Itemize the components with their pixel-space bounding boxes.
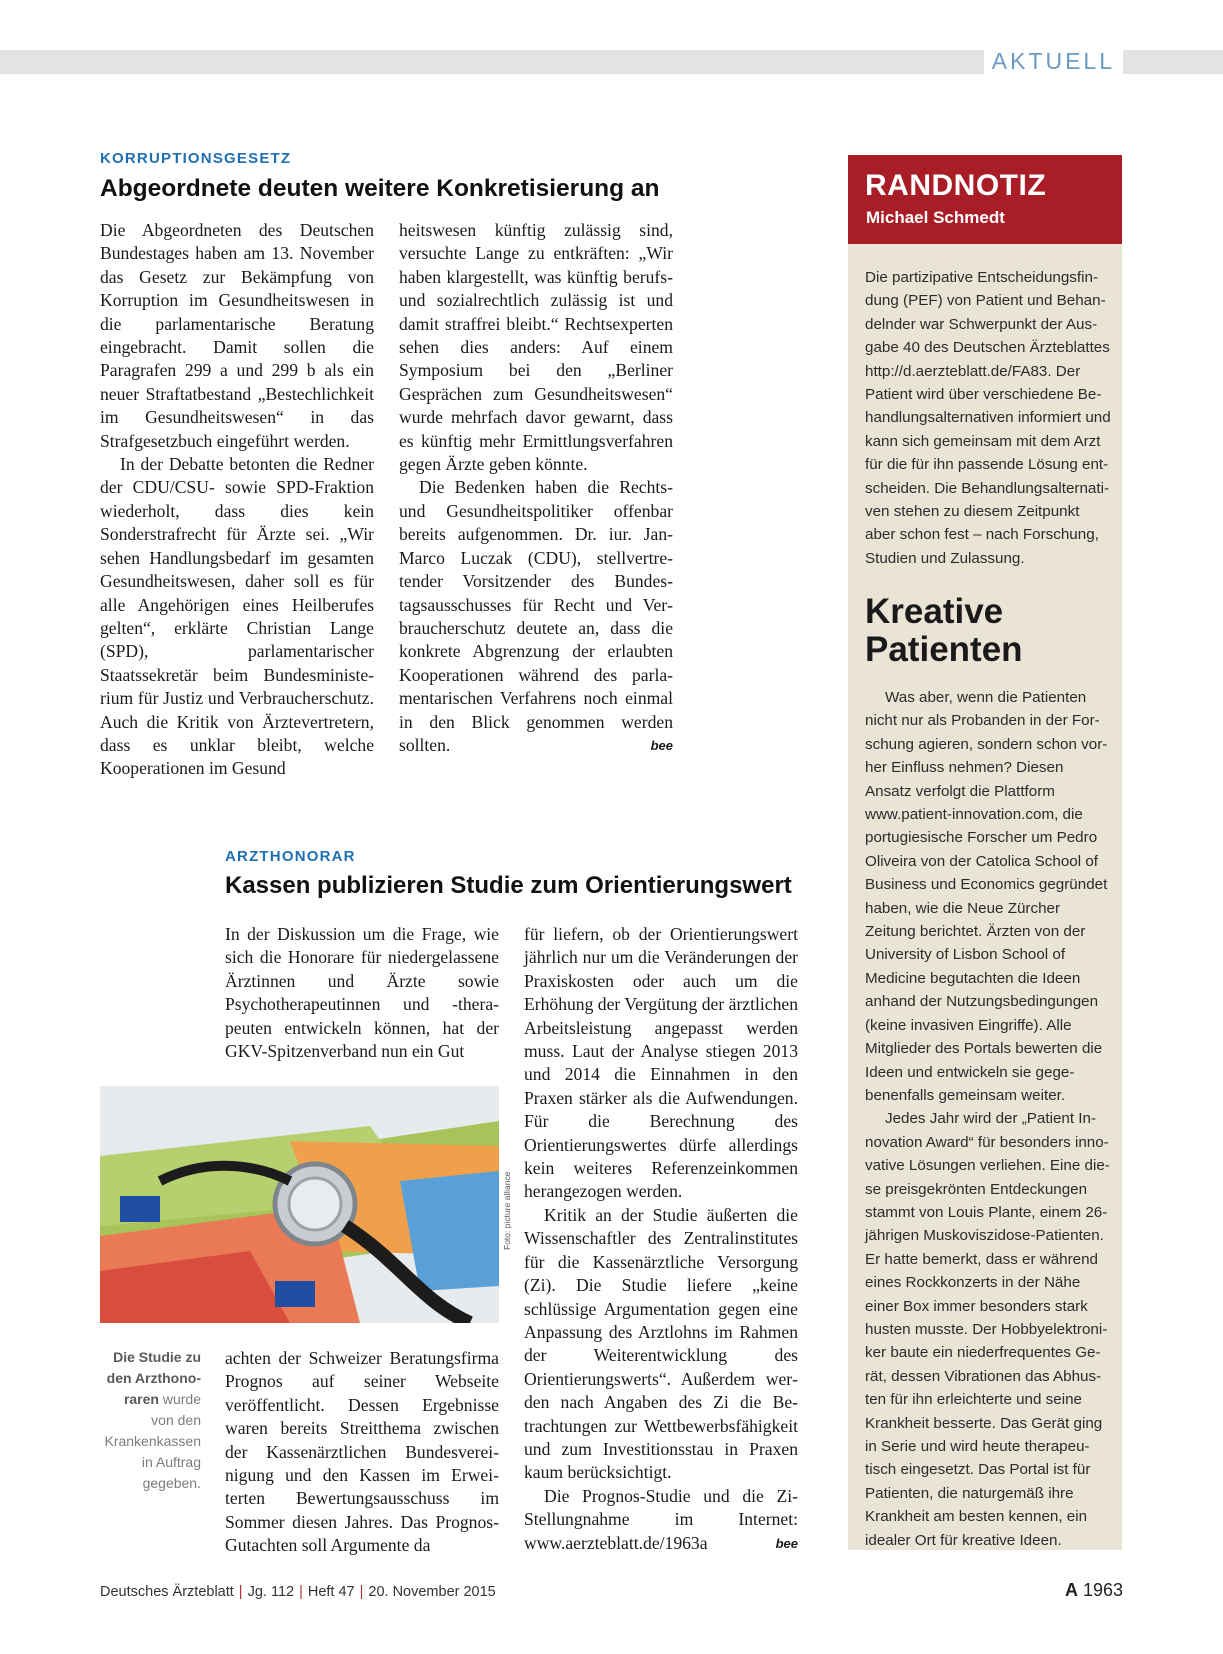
page-prefix: A [1064, 1580, 1078, 1600]
randnotiz-sidebar [848, 155, 1122, 1550]
article2-signature: bee [775, 1535, 798, 1551]
article1-headline: Abgeordnete deuten weitere Konkretisierung an [100, 175, 660, 202]
page-number-value: 1963 [1082, 1580, 1123, 1600]
article2-link-text: Die Prognos-Studie und die Zi-Stellungnahme im Internet: www.aerzteblatt.de/1963a [524, 1485, 798, 1553]
article1-paragraph [399, 476, 673, 757]
article2-paragraph: achten der Schweizer Beratungsfirma Prognos auf seiner Webseite veröffentlicht. Dessen Ergebnisse waren bereits Streitthema zwischen der Kassenärztlichen Bundesvereinigung und den Kassen im Erweiterten Bewertungsausschuss im Sommer diesen Jahres. Das Prognos-Gutachten soll Argumente da [225, 1348, 499, 1556]
randnotiz-label: RANDNOTIZ [865, 169, 1047, 202]
footer-date: 20. November 2015 [368, 1584, 496, 1600]
randnotiz-paragraph: Jedes Jahr wird der „Patient Innovation Award“ für besonders innovative Lösungen verliehen. Eine diese preisgekrönten Entdeckungen stammt von Louis Plante, einem 26-jährigen Muskoviszidose-Patienten. Er hatte bemerkt, dass er während eines Rockkonzerts in der Nähe einer Box immer besonders stark husten musste. Der Hobbyelektroniker baute ein niederfrequentes Gerät, dessen Vibrationen das Abhusten für ihn erleichterte und seine Krankheit besserte. Das Gerät ging in Serie und wird heute therapeutisch eingesetzt. Das Portal ist für Patienten, die naturgemäß ihre Krankheit am besten kennen, ein idealer Ort für kreative Ideen. [865, 1110, 1110, 1549]
article2-paragraph [524, 1485, 798, 1555]
article2-column-2 [524, 923, 798, 1555]
article2-kicker: ARZTHONORAR [225, 848, 356, 865]
randnotiz-title [865, 593, 1115, 669]
footer-issue: Heft 47 [307, 1584, 355, 1600]
article2-intro [225, 923, 499, 1063]
randnotiz-intro-text: Die partizipative Entscheidungsfindung (PEF) von Patient und Behandelnder war Schwerpunkt der Ausgabe 40 des Deutschen Ärzteblattes http://d.aerzteblatt.de/FA83. Der Patient wird über verschiedene Behandlungsalternativen informiert und kann sich gemeinsam mit dem Arzt für die für ihn passende Lösung entscheiden. Die Behandlungsalternativen stehen zu diesem Zeitpunkt aber schon fest – nach Forschung, Studien und Zulassung. [865, 269, 1111, 567]
footer-journal: Deutsches Ärzteblatt [100, 1584, 234, 1600]
randnotiz-paragraph: Was aber, wenn die Patienten nicht nur als Probanden in der Forschung agieren, sondern schon vorher Einfluss nehmen? Diesen Ansatz verfolgt die Plattform www.patient-innovation.com, die portugiesische Forscher um Pedro Oliveira von der Catolica School of Business und Economics gegründet haben, wie die Neue Zürcher Zeitung berichtet. Ärzten von der University of Lisbon School of Medicine begutachten die Ideen anhand der Nutzungsbedingungen (keine invasiven Eingriffe). Alle Mitglieder des Portals bewerten die Ideen und entwickeln sie gegebenenfalls gemeinsam weiter. [865, 689, 1108, 1104]
photo-credit: Foto: picture alliance [502, 1171, 512, 1250]
article2-column-1 [225, 1347, 499, 1558]
article1-column-2 [399, 219, 673, 757]
page-footer [100, 1584, 496, 1600]
footer-separator: | [359, 1584, 364, 1600]
article2-paragraph: für liefern, ob der Orientierungswert jährlich nur um die Veränderungen der Praxiskosten oder auch um die Erhöhung der Vergütung der ärztlichen Arbeitsleistung angepasst werden muss. Laut der Analyse stiegen 2013 und 2014 die Einnahmen in den Praxen stärker als die Aufwendungen. Für die Berechnung des Orientierungswertes dürfe allerdings kein weiteres Referenzeinkommen herangezogen werden. [524, 924, 798, 1202]
randnotiz-body [865, 686, 1111, 1552]
article1-paragraph: In der Debatte betonten die Redner der CDU/CSU- sowie SPD-Fraktion wiederholt, dass dies kein Sonderstrafrecht für Ärzte sei. „Wir sehen Handlungsbedarf im gesamten Gesundheitswesen, daher soll es für alle Angehörigen eines Heilberufes gelten“, erklärte Christian Lange (SPD), parlamentarischer Staatssekretär beim Bundesministerium für Justiz und Verbraucherschutz. Auch die Kritik von Ärztevertretern, dass es unklar bleibt, welche Kooperationen im Gesund [100, 454, 374, 779]
article1-paragraph: Die Abgeordneten des Deutschen Bundestages haben am 13. November das Gesetz zur Bekämpfung von Korruption im Gesundheitswesen in die parlamentarische Beratung eingebracht. Damit sollen die Paragrafen 299 a und 299 b als ein neuer Straftatbestand „Bestechlichkeit im Gesundheitswesen“ in das Strafgesetzbuch eingeführt werden. [100, 220, 374, 451]
page-number [1065, 1580, 1123, 1601]
footer-separator: | [299, 1584, 303, 1600]
article1-column-1 [100, 219, 374, 781]
caption-text: wurde von den Krankenkassen in Auftrag gegeben. [104, 1391, 201, 1491]
article1-signature: bee [650, 737, 673, 753]
euro-notes-stethoscope-photo [100, 1086, 499, 1323]
section-label: AKTUELL [984, 46, 1123, 76]
article2-paragraph: Kritik an der Studie äußerten die Wissenschaftler des Zentralinstitutes für die Kassenärztliche Versorgung (Zi). Die Studie liefere „keine schlüssige Argumentation gegen eine Anpassung des Arztlohns im Rahmen der Weiterentwicklung des Orientierungswerts“. Außerdem werden nach Angaben des Zi die Betrachtungen zur Wettbewerbsfähigkeit und zum Investitionsstau in Praxen kaum berücksichtigt. [524, 1204, 798, 1483]
article2-intro-text: In der Diskussion um die Frage, wie sich die Honorare für niedergelassene Ärztinnen und Ärzte sowie Psychotherapeutinnen und -therapeuten entwickeln können, hat der GKV-Spitzenverband nun ein Gut [225, 924, 499, 1062]
randnotiz-title-line: Kreative [865, 592, 1004, 631]
article-photo [100, 1086, 499, 1323]
article1-paragraph: heitswesen künftig zulässig sind, versuchte Lange zu entkräften: „Wir haben klargestellt, was künftig berufs- und sozialrechtlich zulässig ist und damit straffrei bleibt.“ Rechtsexperten sehen dies anders: Auf einem Symposium bei den „Berliner Gesprächen zum Gesundheitswesen“ wurde mehrfach davor gewarnt, dass es künftig mehr Ermittlungsverfahren gegen Ärzte geben könnte. [399, 220, 673, 475]
article1-last-text: Die Bedenken haben die Rechts- und Gesundheitspolitiker offenbar bereits aufgenommen. Dr. iur. Jan-Marco Luczak (CDU), stellvertretender Vorsitzender des Bundestagsausschusses für Recht und Verbraucherschutz deutete an, dass die konkrete Abgrenzung der erlaubten Kooperationen während des parlamentarischen Verfahrens noch einmal in den Blick genommen werden sollten. [399, 477, 673, 755]
randnotiz-author: Michael Schmedt [866, 208, 1005, 227]
randnotiz-intro [865, 266, 1111, 570]
randnotiz-header [848, 155, 1122, 244]
article2-headline: Kassen publizieren Studie zum Orientierungswert [225, 872, 792, 899]
footer-volume: Jg. 112 [247, 1584, 295, 1600]
caption-bold: Die Studie zu den Arzthonoraren [106, 1349, 201, 1407]
footer-separator: | [238, 1584, 243, 1600]
article1-kicker: KORRUPTIONSGESETZ [100, 150, 292, 167]
randnotiz-title-line: Patienten [865, 630, 1023, 669]
photo-caption [100, 1347, 201, 1494]
